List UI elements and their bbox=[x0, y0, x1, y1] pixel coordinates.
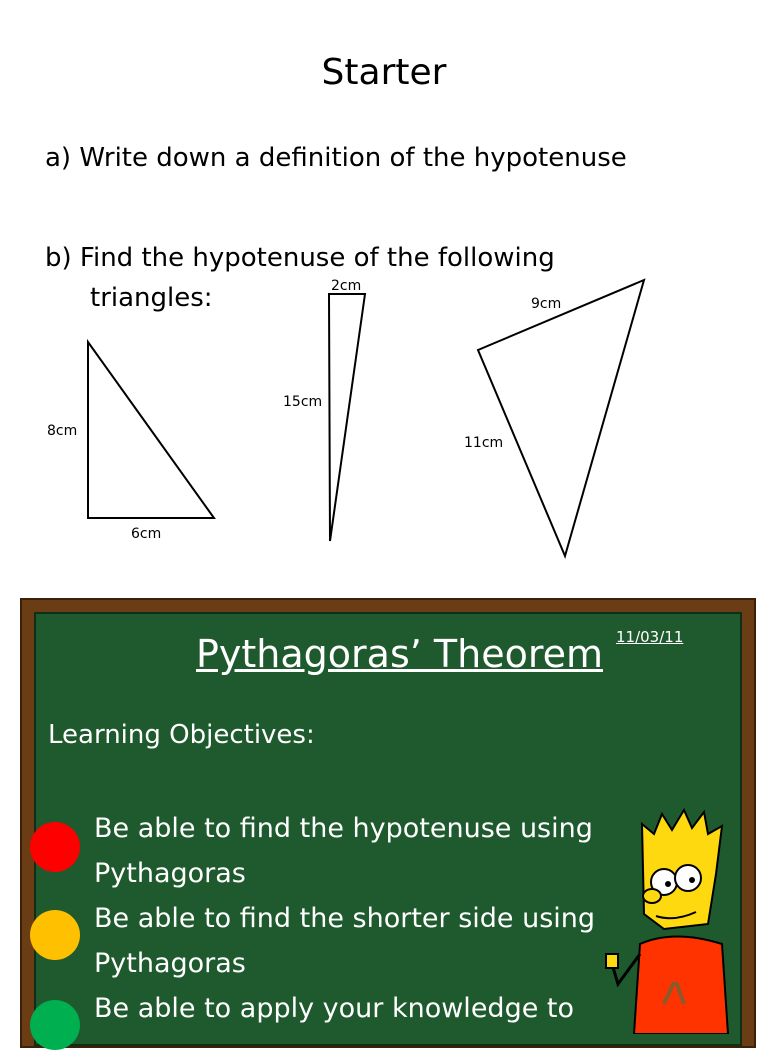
chalkboard-frame bbox=[20, 598, 756, 1048]
objective-3-green-dot bbox=[30, 1000, 80, 1050]
objective-2-line2: Pythagoras bbox=[94, 948, 246, 979]
objective-1 bbox=[94, 806, 593, 896]
triangle-3-left-label: 11cm bbox=[464, 435, 504, 451]
question-a: a) Write down a definition of the hypotenuse bbox=[45, 143, 627, 173]
question-b-continued: triangles: bbox=[90, 283, 213, 313]
triangle-3-top-label: 9cm bbox=[531, 296, 562, 312]
triangle-2-long-label: 15cm bbox=[283, 394, 323, 410]
board-title: Pythagoras’ Theorem bbox=[196, 632, 604, 676]
objectives-heading: Learning Objectives: bbox=[48, 720, 315, 750]
objective-3 bbox=[94, 986, 574, 1031]
objective-3-line1: Be able to apply your knowledge to bbox=[94, 993, 575, 1024]
triangle-1 bbox=[88, 342, 214, 518]
slide-title: Starter bbox=[321, 52, 447, 93]
question-b: b) Find the hypotenuse of the following bbox=[45, 243, 555, 273]
chalkboard bbox=[34, 612, 742, 1046]
objective-2 bbox=[94, 896, 595, 986]
triangle-3 bbox=[478, 280, 644, 556]
board-date: 11/03/11 bbox=[616, 628, 684, 646]
objective-2-amber-dot bbox=[30, 910, 80, 960]
objective-1-line1: Be able to find the hypotenuse using bbox=[94, 813, 593, 844]
triangle-1-horizontal-label: 6cm bbox=[131, 526, 162, 542]
triangle-2 bbox=[329, 294, 365, 541]
objective-2-line1: Be able to find the shorter side using bbox=[94, 903, 596, 934]
objective-1-red-dot bbox=[30, 822, 80, 872]
objective-1-line2: Pythagoras bbox=[94, 858, 246, 889]
cartoon-character-image bbox=[604, 804, 744, 1034]
triangle-1-vertical-label: 8cm bbox=[47, 423, 78, 439]
triangle-2-top-label: 2cm bbox=[331, 278, 362, 294]
